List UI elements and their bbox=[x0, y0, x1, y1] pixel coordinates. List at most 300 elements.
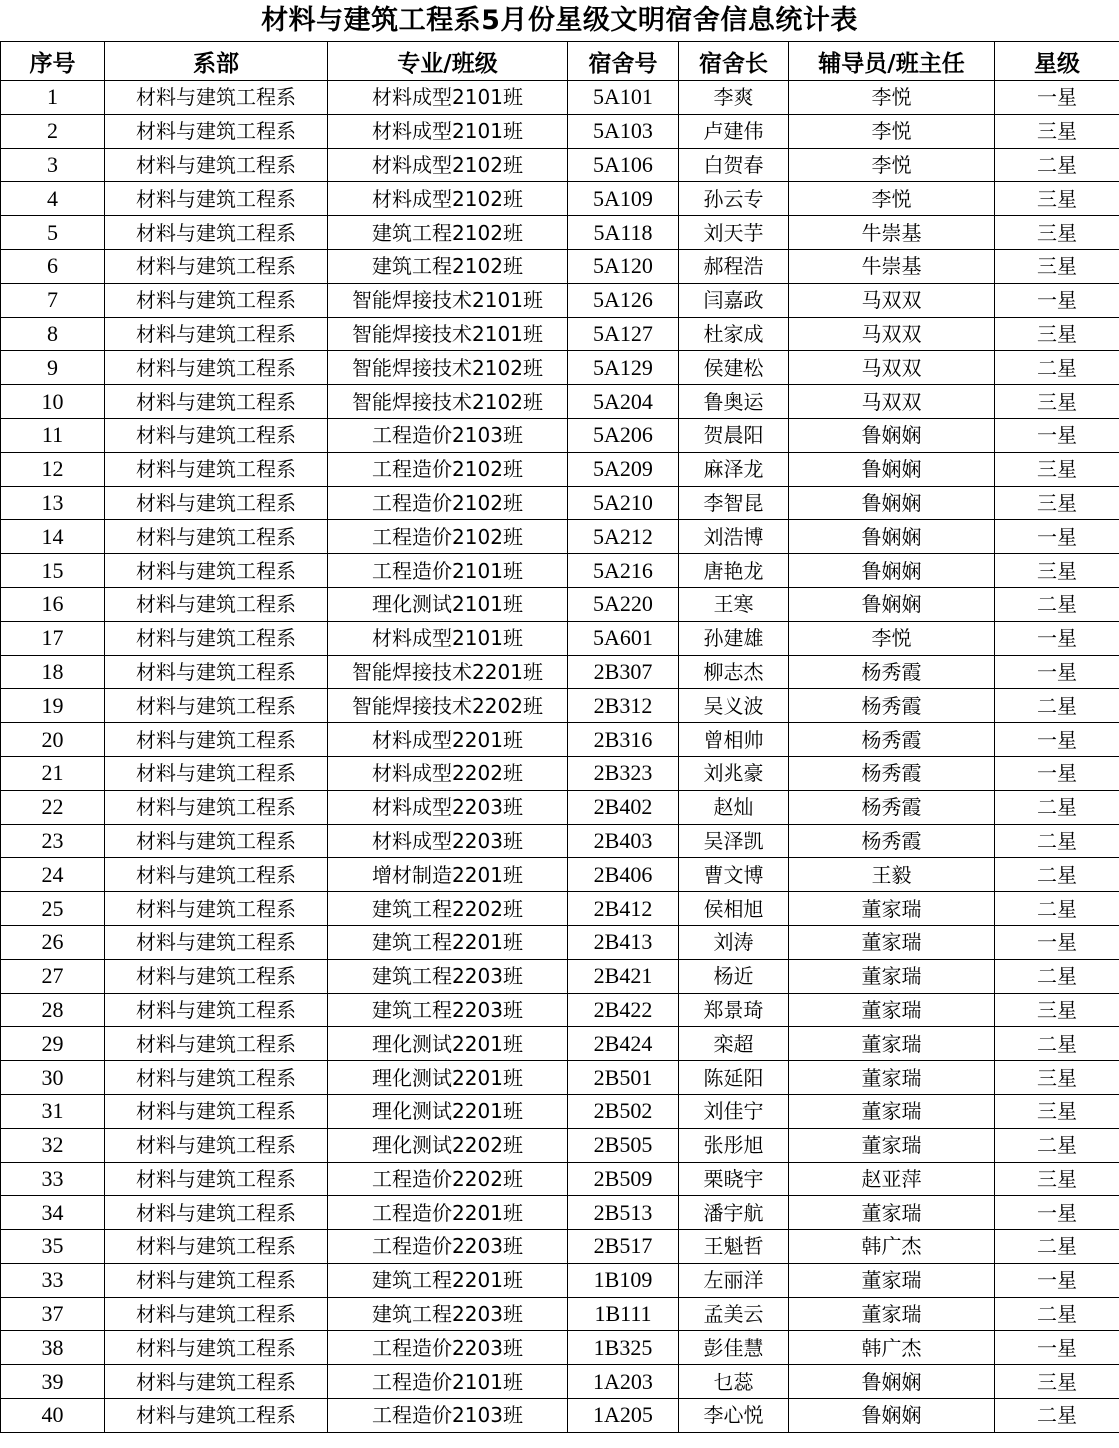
dormitory-table bbox=[0, 41, 1119, 1433]
cell-dorm-number: 2B501 bbox=[568, 1061, 679, 1095]
cell-dorm-number: 5A118 bbox=[568, 216, 679, 250]
cell-major-class: 工程造价2102班 bbox=[328, 452, 568, 486]
cell-dorm-leader: 闫嘉政 bbox=[679, 283, 789, 317]
cell-star-rating: 三星 bbox=[995, 486, 1119, 520]
cell-index: 20 bbox=[1, 723, 105, 757]
cell-dorm-leader: 曹文博 bbox=[679, 858, 789, 892]
cell-dorm-leader: 乜蕊 bbox=[679, 1365, 789, 1399]
cell-star-rating: 一星 bbox=[995, 1196, 1119, 1230]
cell-dorm-number: 1A203 bbox=[568, 1365, 679, 1399]
cell-dorm-number: 5A601 bbox=[568, 621, 679, 655]
cell-index: 37 bbox=[1, 1297, 105, 1331]
cell-department: 材料与建筑工程系 bbox=[105, 216, 328, 250]
cell-dorm-number: 2B517 bbox=[568, 1230, 679, 1264]
table-row bbox=[1, 892, 1119, 926]
cell-department: 材料与建筑工程系 bbox=[105, 486, 328, 520]
cell-department: 材料与建筑工程系 bbox=[105, 554, 328, 588]
cell-index: 24 bbox=[1, 858, 105, 892]
cell-counselor: 鲁娴娴 bbox=[789, 1399, 995, 1433]
cell-dorm-leader: 侯建松 bbox=[679, 351, 789, 385]
cell-dorm-number: 1B111 bbox=[568, 1297, 679, 1331]
cell-index: 8 bbox=[1, 317, 105, 351]
table-row bbox=[1, 1331, 1119, 1365]
table-row bbox=[1, 655, 1119, 689]
cell-major-class: 建筑工程2102班 bbox=[328, 216, 568, 250]
table-row bbox=[1, 148, 1119, 182]
cell-department: 材料与建筑工程系 bbox=[105, 1331, 328, 1365]
table-row bbox=[1, 993, 1119, 1027]
cell-counselor: 李悦 bbox=[789, 621, 995, 655]
cell-major-class: 智能焊接技术2102班 bbox=[328, 385, 568, 419]
cell-star-rating: 二星 bbox=[995, 790, 1119, 824]
cell-major-class: 工程造价2102班 bbox=[328, 520, 568, 554]
cell-major-class: 工程造价2202班 bbox=[328, 1162, 568, 1196]
cell-dorm-leader: 孟美云 bbox=[679, 1297, 789, 1331]
table-row bbox=[1, 385, 1119, 419]
cell-index: 9 bbox=[1, 351, 105, 385]
cell-department: 材料与建筑工程系 bbox=[105, 385, 328, 419]
cell-department: 材料与建筑工程系 bbox=[105, 1263, 328, 1297]
cell-counselor: 李悦 bbox=[789, 182, 995, 216]
cell-dorm-number: 2B422 bbox=[568, 993, 679, 1027]
cell-index: 33 bbox=[1, 1263, 105, 1297]
cell-major-class: 工程造价2103班 bbox=[328, 418, 568, 452]
cell-counselor: 杨秀霞 bbox=[789, 756, 995, 790]
cell-counselor: 马双双 bbox=[789, 351, 995, 385]
cell-dorm-number: 2B509 bbox=[568, 1162, 679, 1196]
cell-index: 34 bbox=[1, 1196, 105, 1230]
table-row bbox=[1, 723, 1119, 757]
cell-counselor: 杨秀霞 bbox=[789, 689, 995, 723]
table-row bbox=[1, 1196, 1119, 1230]
cell-index: 38 bbox=[1, 1331, 105, 1365]
table-row bbox=[1, 317, 1119, 351]
cell-major-class: 材料成型2202班 bbox=[328, 756, 568, 790]
table-row bbox=[1, 621, 1119, 655]
cell-department: 材料与建筑工程系 bbox=[105, 959, 328, 993]
cell-department: 材料与建筑工程系 bbox=[105, 1027, 328, 1061]
cell-counselor: 杨秀霞 bbox=[789, 824, 995, 858]
cell-star-rating: 二星 bbox=[995, 148, 1119, 182]
cell-star-rating: 一星 bbox=[995, 1263, 1119, 1297]
cell-index: 31 bbox=[1, 1094, 105, 1128]
cell-major-class: 建筑工程2201班 bbox=[328, 1263, 568, 1297]
cell-major-class: 材料成型2203班 bbox=[328, 790, 568, 824]
cell-counselor: 鲁娴娴 bbox=[789, 554, 995, 588]
table-row bbox=[1, 756, 1119, 790]
table-row bbox=[1, 689, 1119, 723]
column-header-department: 系部 bbox=[105, 42, 328, 81]
cell-dorm-number: 2B316 bbox=[568, 723, 679, 757]
cell-department: 材料与建筑工程系 bbox=[105, 1061, 328, 1095]
cell-dorm-number: 2B307 bbox=[568, 655, 679, 689]
cell-star-rating: 一星 bbox=[995, 723, 1119, 757]
cell-index: 16 bbox=[1, 587, 105, 621]
cell-major-class: 建筑工程2203班 bbox=[328, 993, 568, 1027]
cell-dorm-number: 2B412 bbox=[568, 892, 679, 926]
cell-star-rating: 三星 bbox=[995, 249, 1119, 283]
cell-dorm-number: 2B513 bbox=[568, 1196, 679, 1230]
cell-counselor: 牛崇基 bbox=[789, 249, 995, 283]
cell-star-rating: 二星 bbox=[995, 1297, 1119, 1331]
cell-dorm-leader: 吴泽凯 bbox=[679, 824, 789, 858]
cell-department: 材料与建筑工程系 bbox=[105, 1365, 328, 1399]
cell-index: 25 bbox=[1, 892, 105, 926]
cell-dorm-leader: 杨近 bbox=[679, 959, 789, 993]
cell-dorm-leader: 王魁哲 bbox=[679, 1230, 789, 1264]
table-row bbox=[1, 790, 1119, 824]
table-row bbox=[1, 1162, 1119, 1196]
cell-counselor: 李悦 bbox=[789, 148, 995, 182]
cell-dorm-leader: 刘浩博 bbox=[679, 520, 789, 554]
cell-index: 27 bbox=[1, 959, 105, 993]
cell-index: 15 bbox=[1, 554, 105, 588]
cell-department: 材料与建筑工程系 bbox=[105, 182, 328, 216]
cell-counselor: 董家瑞 bbox=[789, 1128, 995, 1162]
cell-major-class: 材料成型2203班 bbox=[328, 824, 568, 858]
cell-dorm-leader: 刘涛 bbox=[679, 925, 789, 959]
cell-star-rating: 三星 bbox=[995, 114, 1119, 148]
cell-index: 6 bbox=[1, 249, 105, 283]
cell-department: 材料与建筑工程系 bbox=[105, 1128, 328, 1162]
cell-dorm-number: 2B502 bbox=[568, 1094, 679, 1128]
cell-department: 材料与建筑工程系 bbox=[105, 249, 328, 283]
cell-dorm-number: 5A126 bbox=[568, 283, 679, 317]
cell-major-class: 建筑工程2203班 bbox=[328, 1297, 568, 1331]
cell-department: 材料与建筑工程系 bbox=[105, 1196, 328, 1230]
cell-department: 材料与建筑工程系 bbox=[105, 452, 328, 486]
column-header-star-rating: 星级 bbox=[995, 42, 1119, 81]
cell-counselor: 马双双 bbox=[789, 317, 995, 351]
cell-major-class: 建筑工程2102班 bbox=[328, 249, 568, 283]
table-row bbox=[1, 351, 1119, 385]
cell-star-rating: 二星 bbox=[995, 689, 1119, 723]
cell-dorm-leader: 麻泽龙 bbox=[679, 452, 789, 486]
cell-dorm-number: 2B424 bbox=[568, 1027, 679, 1061]
table-row bbox=[1, 858, 1119, 892]
cell-star-rating: 三星 bbox=[995, 993, 1119, 1027]
cell-dorm-number: 5A109 bbox=[568, 182, 679, 216]
cell-dorm-number: 5A127 bbox=[568, 317, 679, 351]
cell-dorm-number: 1B325 bbox=[568, 1331, 679, 1365]
cell-major-class: 智能焊接技术2102班 bbox=[328, 351, 568, 385]
cell-counselor: 鲁娴娴 bbox=[789, 1365, 995, 1399]
table-row bbox=[1, 587, 1119, 621]
cell-index: 1 bbox=[1, 81, 105, 115]
cell-major-class: 理化测试2202班 bbox=[328, 1128, 568, 1162]
cell-index: 5 bbox=[1, 216, 105, 250]
cell-major-class: 智能焊接技术2201班 bbox=[328, 655, 568, 689]
cell-counselor: 杨秀霞 bbox=[789, 655, 995, 689]
cell-counselor: 杨秀霞 bbox=[789, 790, 995, 824]
cell-star-rating: 二星 bbox=[995, 1230, 1119, 1264]
cell-department: 材料与建筑工程系 bbox=[105, 655, 328, 689]
table-row bbox=[1, 182, 1119, 216]
cell-index: 10 bbox=[1, 385, 105, 419]
cell-index: 40 bbox=[1, 1399, 105, 1433]
cell-dorm-number: 1B109 bbox=[568, 1263, 679, 1297]
table-row bbox=[1, 283, 1119, 317]
cell-star-rating: 一星 bbox=[995, 520, 1119, 554]
cell-star-rating: 二星 bbox=[995, 1128, 1119, 1162]
cell-dorm-leader: 赵灿 bbox=[679, 790, 789, 824]
cell-department: 材料与建筑工程系 bbox=[105, 689, 328, 723]
table-row bbox=[1, 520, 1119, 554]
cell-star-rating: 一星 bbox=[995, 925, 1119, 959]
cell-major-class: 材料成型2101班 bbox=[328, 114, 568, 148]
cell-major-class: 材料成型2201班 bbox=[328, 723, 568, 757]
cell-star-rating: 一星 bbox=[995, 621, 1119, 655]
cell-dorm-number: 5A120 bbox=[568, 249, 679, 283]
table-row bbox=[1, 959, 1119, 993]
cell-major-class: 材料成型2102班 bbox=[328, 182, 568, 216]
cell-star-rating: 三星 bbox=[995, 1061, 1119, 1095]
table-row bbox=[1, 1061, 1119, 1095]
cell-star-rating: 一星 bbox=[995, 1331, 1119, 1365]
cell-star-rating: 二星 bbox=[995, 587, 1119, 621]
cell-dorm-leader: 杜家成 bbox=[679, 317, 789, 351]
cell-dorm-leader: 栾超 bbox=[679, 1027, 789, 1061]
cell-dorm-number: 5A216 bbox=[568, 554, 679, 588]
cell-department: 材料与建筑工程系 bbox=[105, 621, 328, 655]
cell-dorm-leader: 吴义波 bbox=[679, 689, 789, 723]
cell-counselor: 董家瑞 bbox=[789, 1027, 995, 1061]
cell-dorm-number: 2B403 bbox=[568, 824, 679, 858]
cell-index: 35 bbox=[1, 1230, 105, 1264]
cell-major-class: 工程造价2103班 bbox=[328, 1399, 568, 1433]
table-row bbox=[1, 1094, 1119, 1128]
cell-dorm-number: 5A106 bbox=[568, 148, 679, 182]
cell-department: 材料与建筑工程系 bbox=[105, 756, 328, 790]
cell-department: 材料与建筑工程系 bbox=[105, 351, 328, 385]
cell-dorm-leader: 张彤旭 bbox=[679, 1128, 789, 1162]
table-row bbox=[1, 1027, 1119, 1061]
cell-dorm-number: 5A220 bbox=[568, 587, 679, 621]
cell-department: 材料与建筑工程系 bbox=[105, 1399, 328, 1433]
cell-department: 材料与建筑工程系 bbox=[105, 81, 328, 115]
cell-major-class: 工程造价2201班 bbox=[328, 1196, 568, 1230]
cell-department: 材料与建筑工程系 bbox=[105, 993, 328, 1027]
cell-star-rating: 三星 bbox=[995, 1365, 1119, 1399]
cell-dorm-leader: 卢建伟 bbox=[679, 114, 789, 148]
cell-dorm-leader: 贺晨阳 bbox=[679, 418, 789, 452]
cell-star-rating: 三星 bbox=[995, 182, 1119, 216]
cell-counselor: 董家瑞 bbox=[789, 1061, 995, 1095]
table-row bbox=[1, 1230, 1119, 1264]
cell-major-class: 智能焊接技术2101班 bbox=[328, 317, 568, 351]
cell-dorm-leader: 郑景琦 bbox=[679, 993, 789, 1027]
cell-dorm-leader: 陈延阳 bbox=[679, 1061, 789, 1095]
cell-counselor: 董家瑞 bbox=[789, 1297, 995, 1331]
cell-department: 材料与建筑工程系 bbox=[105, 858, 328, 892]
cell-star-rating: 二星 bbox=[995, 351, 1119, 385]
cell-counselor: 马双双 bbox=[789, 385, 995, 419]
cell-dorm-number: 5A206 bbox=[568, 418, 679, 452]
cell-dorm-number: 2B402 bbox=[568, 790, 679, 824]
cell-major-class: 工程造价2203班 bbox=[328, 1331, 568, 1365]
cell-department: 材料与建筑工程系 bbox=[105, 283, 328, 317]
cell-index: 14 bbox=[1, 520, 105, 554]
cell-index: 13 bbox=[1, 486, 105, 520]
cell-major-class: 工程造价2101班 bbox=[328, 554, 568, 588]
cell-index: 19 bbox=[1, 689, 105, 723]
column-header-dorm-number: 宿舍号 bbox=[568, 42, 679, 81]
cell-index: 21 bbox=[1, 756, 105, 790]
cell-counselor: 牛崇基 bbox=[789, 216, 995, 250]
cell-counselor: 鲁娴娴 bbox=[789, 452, 995, 486]
cell-department: 材料与建筑工程系 bbox=[105, 1162, 328, 1196]
cell-major-class: 材料成型2102班 bbox=[328, 148, 568, 182]
table-row bbox=[1, 1365, 1119, 1399]
cell-dorm-number: 2B312 bbox=[568, 689, 679, 723]
cell-star-rating: 一星 bbox=[995, 81, 1119, 115]
cell-department: 材料与建筑工程系 bbox=[105, 418, 328, 452]
table-row bbox=[1, 1297, 1119, 1331]
cell-major-class: 增材制造2201班 bbox=[328, 858, 568, 892]
cell-dorm-number: 5A129 bbox=[568, 351, 679, 385]
cell-star-rating: 二星 bbox=[995, 824, 1119, 858]
cell-star-rating: 三星 bbox=[995, 1162, 1119, 1196]
cell-department: 材料与建筑工程系 bbox=[105, 1094, 328, 1128]
cell-counselor: 李悦 bbox=[789, 114, 995, 148]
cell-dorm-leader: 刘天芋 bbox=[679, 216, 789, 250]
cell-dorm-number: 2B505 bbox=[568, 1128, 679, 1162]
cell-dorm-leader: 孙建雄 bbox=[679, 621, 789, 655]
cell-dorm-leader: 侯相旭 bbox=[679, 892, 789, 926]
cell-department: 材料与建筑工程系 bbox=[105, 317, 328, 351]
cell-star-rating: 一星 bbox=[995, 655, 1119, 689]
cell-counselor: 董家瑞 bbox=[789, 1263, 995, 1297]
cell-department: 材料与建筑工程系 bbox=[105, 892, 328, 926]
cell-counselor: 董家瑞 bbox=[789, 959, 995, 993]
cell-department: 材料与建筑工程系 bbox=[105, 824, 328, 858]
table-row bbox=[1, 925, 1119, 959]
cell-dorm-leader: 左丽洋 bbox=[679, 1263, 789, 1297]
cell-major-class: 理化测试2101班 bbox=[328, 587, 568, 621]
table-row bbox=[1, 1263, 1119, 1297]
cell-star-rating: 三星 bbox=[995, 452, 1119, 486]
cell-counselor: 鲁娴娴 bbox=[789, 587, 995, 621]
cell-counselor: 董家瑞 bbox=[789, 1094, 995, 1128]
cell-dorm-leader: 李心悦 bbox=[679, 1399, 789, 1433]
cell-major-class: 材料成型2101班 bbox=[328, 81, 568, 115]
cell-star-rating: 三星 bbox=[995, 385, 1119, 419]
cell-star-rating: 二星 bbox=[995, 1027, 1119, 1061]
cell-star-rating: 一星 bbox=[995, 756, 1119, 790]
cell-star-rating: 三星 bbox=[995, 216, 1119, 250]
column-header-dorm-leader: 宿舍长 bbox=[679, 42, 789, 81]
cell-star-rating: 二星 bbox=[995, 1399, 1119, 1433]
cell-dorm-number: 2B406 bbox=[568, 858, 679, 892]
cell-star-rating: 三星 bbox=[995, 317, 1119, 351]
cell-dorm-leader: 王寒 bbox=[679, 587, 789, 621]
cell-dorm-number: 5A101 bbox=[568, 81, 679, 115]
cell-counselor: 韩广杰 bbox=[789, 1230, 995, 1264]
cell-department: 材料与建筑工程系 bbox=[105, 790, 328, 824]
cell-index: 4 bbox=[1, 182, 105, 216]
table-row bbox=[1, 249, 1119, 283]
table-row bbox=[1, 81, 1119, 115]
cell-counselor: 杨秀霞 bbox=[789, 723, 995, 757]
cell-index: 22 bbox=[1, 790, 105, 824]
cell-dorm-number: 5A103 bbox=[568, 114, 679, 148]
cell-index: 39 bbox=[1, 1365, 105, 1399]
cell-department: 材料与建筑工程系 bbox=[105, 723, 328, 757]
cell-major-class: 工程造价2101班 bbox=[328, 1365, 568, 1399]
table-row bbox=[1, 486, 1119, 520]
cell-major-class: 工程造价2203班 bbox=[328, 1230, 568, 1264]
cell-major-class: 理化测试2201班 bbox=[328, 1094, 568, 1128]
cell-dorm-number: 2B421 bbox=[568, 959, 679, 993]
table-row bbox=[1, 1128, 1119, 1162]
cell-dorm-leader: 柳志杰 bbox=[679, 655, 789, 689]
table-row bbox=[1, 418, 1119, 452]
cell-dorm-number: 5A204 bbox=[568, 385, 679, 419]
cell-dorm-leader: 刘兆豪 bbox=[679, 756, 789, 790]
table-row bbox=[1, 216, 1119, 250]
cell-star-rating: 一星 bbox=[995, 283, 1119, 317]
cell-dorm-number: 5A209 bbox=[568, 452, 679, 486]
cell-star-rating: 一星 bbox=[995, 418, 1119, 452]
cell-counselor: 韩广杰 bbox=[789, 1331, 995, 1365]
cell-star-rating: 二星 bbox=[995, 858, 1119, 892]
cell-major-class: 工程造价2102班 bbox=[328, 486, 568, 520]
table-row bbox=[1, 554, 1119, 588]
cell-dorm-number: 5A212 bbox=[568, 520, 679, 554]
cell-index: 28 bbox=[1, 993, 105, 1027]
cell-department: 材料与建筑工程系 bbox=[105, 1230, 328, 1264]
table-row bbox=[1, 824, 1119, 858]
table-row bbox=[1, 1399, 1119, 1433]
cell-major-class: 智能焊接技术2101班 bbox=[328, 283, 568, 317]
cell-major-class: 建筑工程2203班 bbox=[328, 959, 568, 993]
cell-dorm-number: 2B413 bbox=[568, 925, 679, 959]
cell-index: 2 bbox=[1, 114, 105, 148]
cell-index: 11 bbox=[1, 418, 105, 452]
cell-counselor: 董家瑞 bbox=[789, 1196, 995, 1230]
cell-major-class: 建筑工程2202班 bbox=[328, 892, 568, 926]
cell-major-class: 理化测试2201班 bbox=[328, 1061, 568, 1095]
cell-star-rating: 二星 bbox=[995, 892, 1119, 926]
cell-department: 材料与建筑工程系 bbox=[105, 148, 328, 182]
cell-dorm-leader: 白贺春 bbox=[679, 148, 789, 182]
cell-counselor: 鲁娴娴 bbox=[789, 486, 995, 520]
cell-dorm-leader: 唐艳龙 bbox=[679, 554, 789, 588]
cell-major-class: 理化测试2201班 bbox=[328, 1027, 568, 1061]
column-header-counselor: 辅导员/班主任 bbox=[789, 42, 995, 81]
cell-major-class: 材料成型2101班 bbox=[328, 621, 568, 655]
cell-dorm-leader: 曾相帅 bbox=[679, 723, 789, 757]
cell-counselor: 董家瑞 bbox=[789, 892, 995, 926]
cell-counselor: 赵亚萍 bbox=[789, 1162, 995, 1196]
cell-dorm-number: 2B323 bbox=[568, 756, 679, 790]
cell-department: 材料与建筑工程系 bbox=[105, 520, 328, 554]
cell-star-rating: 二星 bbox=[995, 959, 1119, 993]
cell-star-rating: 三星 bbox=[995, 1094, 1119, 1128]
cell-dorm-leader: 郝程浩 bbox=[679, 249, 789, 283]
cell-department: 材料与建筑工程系 bbox=[105, 925, 328, 959]
cell-counselor: 马双双 bbox=[789, 283, 995, 317]
document-title: 材料与建筑工程系5月份星级文明宿舍信息统计表 bbox=[261, 5, 858, 36]
cell-dorm-number: 1A205 bbox=[568, 1399, 679, 1433]
cell-index: 7 bbox=[1, 283, 105, 317]
column-header-major-class: 专业/班级 bbox=[328, 42, 568, 81]
cell-index: 32 bbox=[1, 1128, 105, 1162]
cell-department: 材料与建筑工程系 bbox=[105, 1297, 328, 1331]
cell-dorm-leader: 潘宇航 bbox=[679, 1196, 789, 1230]
cell-department: 材料与建筑工程系 bbox=[105, 114, 328, 148]
cell-index: 23 bbox=[1, 824, 105, 858]
